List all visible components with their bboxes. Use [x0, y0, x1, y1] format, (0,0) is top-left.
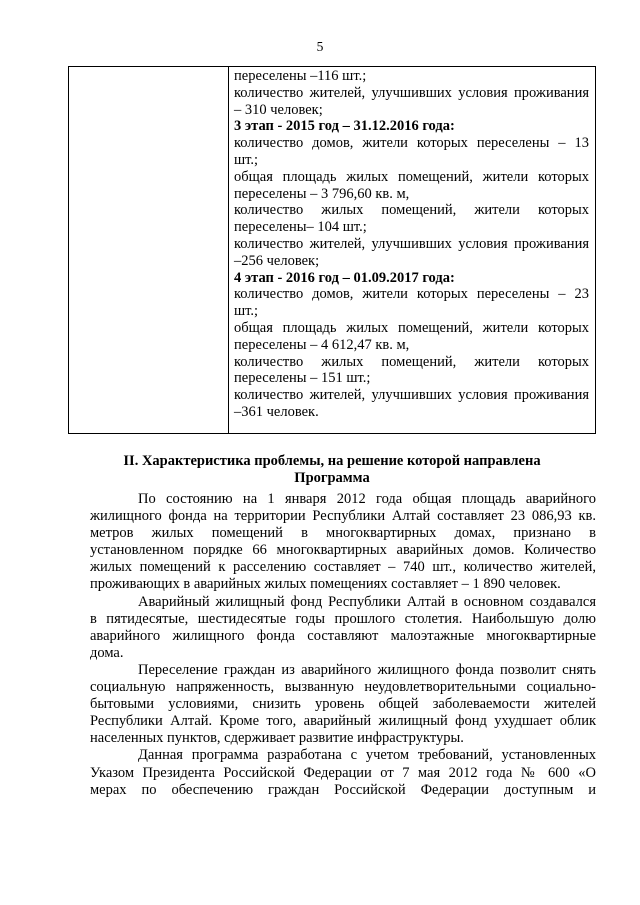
paragraph: [90, 594, 596, 662]
paragraph: [90, 662, 596, 747]
paragraph: [90, 747, 596, 798]
table-line: количество жилых помещений, жители которых: [234, 202, 589, 219]
paragraph-line: Аварийный жилищный фонд Республики Алтай в основном создавался: [138, 593, 596, 610]
paragraph-line: жилых помещений к расселению составляет – 740 шт., количество жителей,: [90, 559, 596, 576]
table-right-cell: [234, 68, 589, 421]
paragraph-line: бытовыми условиями, снизить уровень общей заболеваемости жителей: [90, 696, 596, 713]
table-line: переселены –116 шт.;: [234, 68, 367, 84]
table-line: общая площадь жилых помещений, жители которых: [234, 319, 589, 336]
table-line: шт.;: [234, 151, 259, 168]
paragraph-line: дома.: [90, 644, 124, 661]
paragraph-line: установленном порядке 66 многоквартирных аварийных домов. Количество: [90, 542, 596, 559]
table-line: – 310 человек;: [234, 101, 323, 118]
table-line: шт.;: [234, 303, 259, 320]
table-line: количество жителей, улучшивших условия проживания: [234, 387, 589, 404]
table-line: количество жителей, улучшивших условия проживания: [234, 235, 589, 252]
section-heading-line-2: Программа: [294, 470, 370, 486]
paragraph: [90, 491, 596, 594]
paragraph-line: Республики Алтай. Кроме того, аварийный жилищный фонд ухудшает облик: [90, 713, 596, 730]
section-heading-line-1: II. Характеристика проблемы, на решение которой направлена: [123, 453, 541, 469]
paragraph-line: проживающих в аварийных жилых помещениях составляет – 1 890 человек.: [90, 576, 561, 593]
body-text: [90, 491, 596, 799]
table-line: количество жителей, улучшивших условия проживания: [234, 84, 589, 101]
table-line: –361 человек.: [234, 403, 319, 420]
paragraph-line: мерах по обеспечению граждан Российской Федерации доступным и: [90, 781, 596, 798]
table-line: –256 человек;: [234, 252, 320, 269]
paragraph-line: населенных пунктов, сдерживает развитие инфраструктуры.: [90, 730, 464, 747]
paragraph-line: Переселение граждан из аварийного жилищного фонда позволит снять: [138, 661, 596, 678]
paragraph-line: в пятидесятые, шестидесятые годы прошлого столетия. Наибольшую долю: [90, 610, 596, 627]
table: [68, 66, 596, 434]
table-line: 4 этап - 2016 год – 01.09.2017 года:: [234, 269, 455, 286]
paragraph-line: жилищного фонда на территории Республики Алтай составляет 23 086,93 кв.: [90, 508, 596, 525]
paragraph-line: социальную напряженность, вызванную неудовлетворительными социально-: [90, 679, 596, 696]
paragraph-line: аварийного жилищного фонда составляют малоэтажные многоквартирные: [90, 627, 596, 644]
table-line: 3 этап - 2015 год – 31.12.2016 года:: [234, 118, 455, 135]
table-line: переселены – 151 шт.;: [234, 370, 371, 387]
table-line: переселены – 4 612,47 кв. м,: [234, 336, 410, 353]
paragraph-line: По состоянию на 1 января 2012 года общая площадь аварийного: [138, 491, 596, 507]
table-line: переселены– 104 шт.;: [234, 219, 367, 236]
page-number: 5: [316, 39, 324, 54]
paragraph-line: метров жилых помещений в многоквартирных домах, признано в: [90, 525, 596, 542]
table-line: количество жилых помещений, жители которых: [234, 353, 589, 370]
paragraph-line: Указом Президента Российской Федерации от 7 мая 2012 года № 600 «О: [90, 764, 596, 781]
table-line: количество домов, жители которых переселены – 13: [234, 135, 589, 152]
table-left-cell: [69, 67, 229, 433]
table-line: общая площадь жилых помещений, жители которых: [234, 168, 589, 185]
table-line: переселены – 3 796,60 кв. м,: [234, 185, 410, 202]
table-line: количество домов, жители которых переселены – 23: [234, 286, 589, 303]
section-heading: [68, 453, 596, 487]
paragraph-line: Данная программа разработана с учетом требований, установленных: [138, 747, 596, 764]
